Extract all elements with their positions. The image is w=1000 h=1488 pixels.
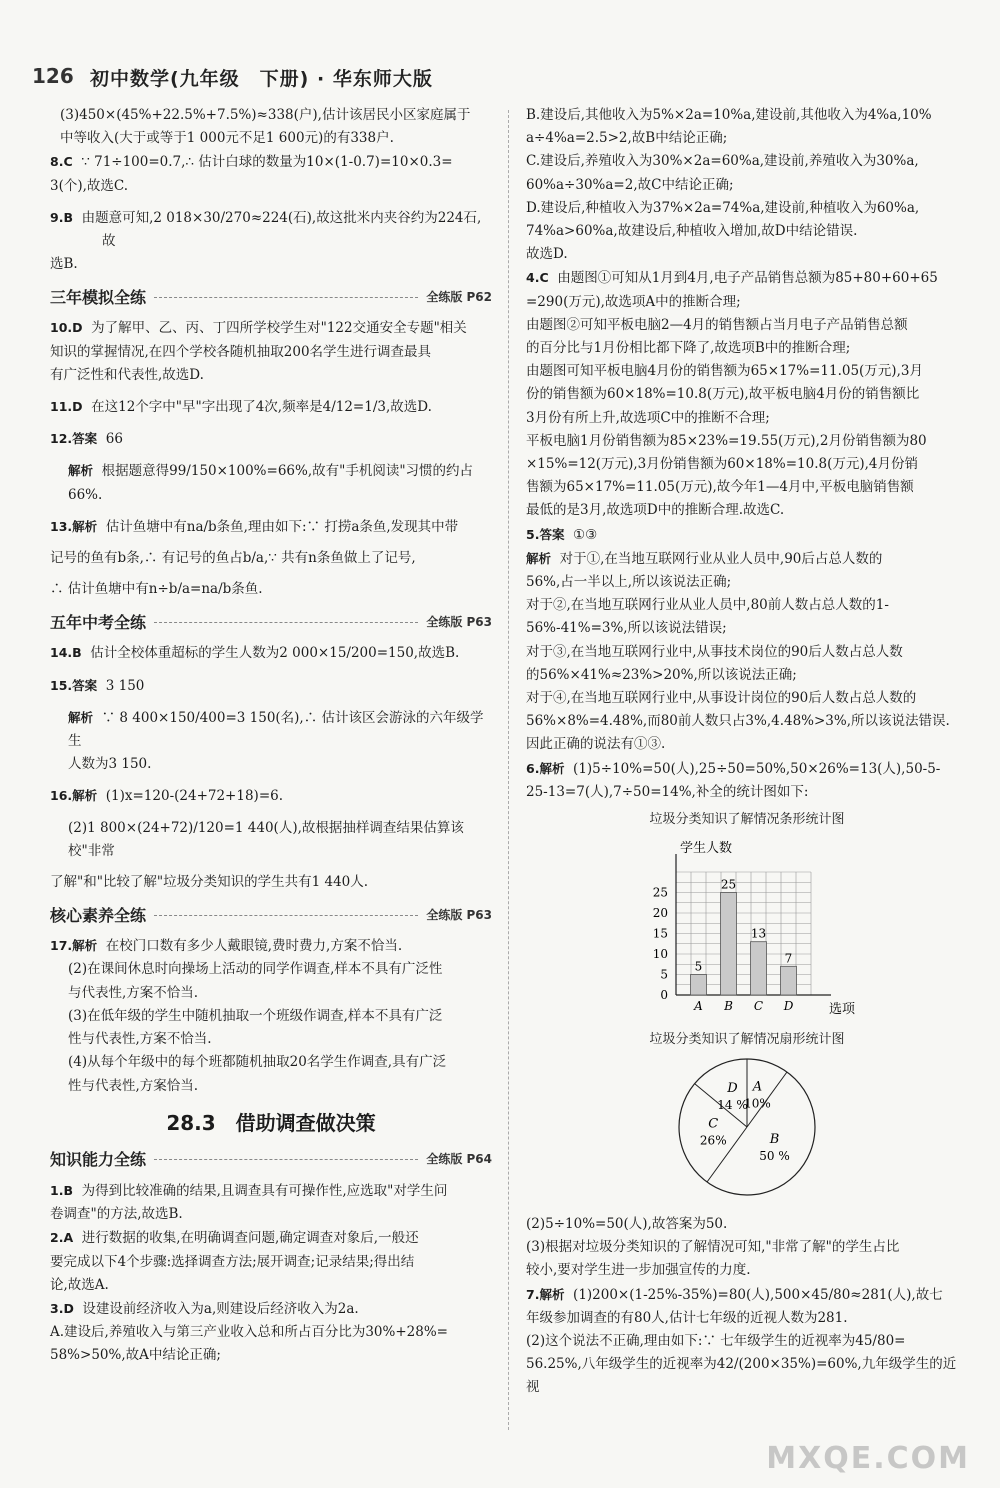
x-tick-label: C xyxy=(753,999,764,1014)
text-line: 与代表性,方案不恰当. xyxy=(68,984,199,1001)
text-line: 为得到比较准确的结果,且调查具有可操作性,应选取"对学生问 xyxy=(81,1182,448,1199)
text-line: 3(个),故选C. xyxy=(50,177,129,194)
text-line: 年级参加调查的有80人,估计七年级的近视人数为281. xyxy=(526,1309,848,1326)
item-label: 解析 xyxy=(526,550,552,566)
data-label: 7 xyxy=(784,951,793,966)
section-header xyxy=(50,609,492,635)
column-divider xyxy=(508,110,510,1430)
section-title: 五年中考全练 xyxy=(50,612,147,632)
item-label: 15.答案 xyxy=(50,677,98,693)
text-line: D.建设后,种植收入为37%×2a=74%a,建设前,种植收入为60%a, xyxy=(526,199,920,216)
answer-item-9 xyxy=(50,206,492,253)
section-title: 核心素养全练 xyxy=(50,905,147,925)
book-title: 初中数学(九年级 下册) · 华东师大版 xyxy=(90,68,433,90)
section-heading-28-3: 28.3 借助调查做决策 xyxy=(166,1110,376,1135)
answer-item-16 xyxy=(50,784,492,808)
right-column xyxy=(526,104,968,1400)
answer-item-10 xyxy=(50,316,492,340)
section-header xyxy=(50,902,492,928)
text-line: ∴ 估计鱼塘中有n÷b/a=na/b条鱼. xyxy=(50,581,263,598)
y-tick-label: 5 xyxy=(660,967,668,982)
text-line: 对于③,在当地互联网行业中,从事技术岗位的90后人数占总人数 xyxy=(526,643,903,660)
section-header xyxy=(50,284,492,310)
text-line: =290(万元),故选项A中的推断合理; xyxy=(526,293,741,310)
text-line: C.建设后,养殖收入为30%×2a=60%a,建设前,养殖收入为30%a, xyxy=(526,153,919,170)
text-line: 的56%×41%≈23%>20%,所以该说法正确; xyxy=(526,666,797,683)
text-line: 74%a>60%a,故建设后,种植收入增加,故D中结论错误. xyxy=(526,223,858,240)
answer-item-17 xyxy=(50,934,492,958)
y-tick-label: 25 xyxy=(652,885,668,900)
text-line: 较小,要对学生进一步加强宣传的力度. xyxy=(526,1262,751,1279)
x-tick-label: A xyxy=(694,999,703,1014)
section-ref: 全练版 P63 xyxy=(426,614,492,629)
text-line: (2)5÷10%=50(人),故答案为50. xyxy=(526,1215,728,1232)
data-label: 5 xyxy=(694,959,703,974)
text-line: 在校门口数有多少人戴眼镜,费时费力,方案不恰当. xyxy=(105,938,403,955)
answer-item-7 xyxy=(526,1283,968,1307)
text-line: 由题图可知平板电脑4月份的销售额为65×17%=11.05(万元),3月 xyxy=(526,363,923,380)
pie-slice-A: A xyxy=(752,1079,763,1095)
page-header xyxy=(0,0,1000,100)
text-line: B.建设后,其他收入为5%×2a=10%a,建设前,其他收入为4%a,10% xyxy=(526,107,932,123)
item-label: 6.解析 xyxy=(526,760,565,776)
answer-item-12 xyxy=(50,427,492,451)
text-line: 故选D. xyxy=(526,246,568,263)
text-line: A.建设后,养殖收入与第三产业收入总和所占百分比为30%+28%= xyxy=(50,1324,448,1341)
page-number: 126 xyxy=(32,64,74,88)
y-tick-label: 20 xyxy=(652,906,668,921)
text-line: 知识的掌握情况,在四个学校各随机抽取200名学生进行调查最具 xyxy=(50,343,432,360)
item-label: 8.C xyxy=(50,154,73,170)
item-label: 13.解析 xyxy=(50,518,98,534)
x-tick-label: B xyxy=(724,999,733,1014)
bar-D xyxy=(781,967,797,996)
item-label: 4.C xyxy=(526,270,549,286)
pie-value-label: 26% xyxy=(699,1132,727,1147)
answer-item-11 xyxy=(50,395,492,419)
text-line: ∵ 71÷100=0.7,∴ 估计白球的数量为10×(1-0.7)=10×0.3= xyxy=(81,154,453,171)
pie-chart-title: 垃圾分类知识了解情况扇形统计图 xyxy=(649,1031,845,1047)
answer-item-8 xyxy=(50,150,492,174)
text-line: 56%×8%=4.48%,而80前人数只占3%,4.48%>3%,所以该说法错误. xyxy=(526,713,950,730)
text-line: 有广泛性和代表性,故选D. xyxy=(50,366,204,383)
item-label: 10.D xyxy=(50,320,83,336)
answer-item-15 xyxy=(50,674,492,698)
pie-slice-D: D xyxy=(727,1080,738,1096)
section-header xyxy=(50,1147,492,1173)
item-label: 9.B xyxy=(50,209,73,225)
answer-item-13 xyxy=(50,515,492,539)
section-ref: 全练版 P63 xyxy=(426,907,492,922)
text-line: 性与代表性,方案不恰当. xyxy=(68,1031,212,1048)
item-label: 5.答案 xyxy=(526,526,565,542)
text-line: 58%>50%,故A中结论正确; xyxy=(50,1347,221,1364)
y-tick-label: 10 xyxy=(652,947,668,962)
y-axis-label: 学生人数 xyxy=(680,841,733,857)
answer-item-k3 xyxy=(50,1297,492,1321)
left-column xyxy=(50,104,492,1368)
text-line: 了解"和"比较了解"垃圾分类知识的学生共有1 440人. xyxy=(50,874,369,891)
text-line: 记号的鱼有b条,∴ 有记号的鱼占b/a,∵ 共有n条鱼做上了记号, xyxy=(50,550,416,567)
text-line: 售额为65×17%=11.05(万元),故今年1—4月中,平板电脑销售额 xyxy=(526,479,914,496)
text-line: 根据题意得99/150×100%=66%,故有"手机阅读"习惯的约占66%. xyxy=(68,463,474,503)
text-line: 由题图②可知平板电脑2—4月的销售额占当月电子产品销售总额 xyxy=(526,316,908,333)
bar-C xyxy=(751,942,767,995)
text-line: 为了解甲、乙、丙、丁四所学校学生对"122交通安全专题"相关 xyxy=(91,320,467,337)
pie-value-label: 10% xyxy=(744,1096,771,1111)
item-label: 2.A xyxy=(50,1230,74,1246)
item-label: 14.B xyxy=(50,645,82,661)
text-line: 56.25%,八年级学生的近视率为42/(200×35%)=60%,九年级学生的近视 xyxy=(526,1356,957,1396)
item-label: 解析 xyxy=(68,709,94,725)
text-line: 由题意可知,2 018×30/270≈224(石),故这批米内夹谷约为224石,故 xyxy=(81,209,482,250)
analysis-5 xyxy=(526,547,968,571)
text-line: ×15%=12(万元),3月份销售额为60×18%=10.8(万元),4月份销 xyxy=(526,456,919,473)
bar-chart xyxy=(526,835,968,1015)
text-line: 设建设前经济收入为a,则建设后经济收入为2a. xyxy=(82,1300,359,1317)
item-label: 解析 xyxy=(68,463,94,479)
text-line: 的百分比与1月份相比都下降了,故选项B中的推断合理; xyxy=(526,340,851,357)
pie-value-label: 50 % xyxy=(759,1148,790,1163)
answer-value: ①③ xyxy=(573,526,598,543)
analysis-15 xyxy=(50,706,492,753)
text-line: (4)从每个年级中的每个班都随机抽取20名学生作调查,具有广泛 xyxy=(68,1054,447,1071)
item-label: 11.D xyxy=(50,399,83,415)
text-line: (3)根据对垃圾分类知识的了解情况可知,"非常了解"的学生占比 xyxy=(526,1239,900,1256)
section-title: 三年模拟全练 xyxy=(50,287,147,307)
text-line: 要完成以下4个步骤:选择调查方法;展开调查;记录结果;得出结 xyxy=(50,1253,415,1270)
answer-item-14 xyxy=(50,641,492,665)
watermark: MXQE.COM xyxy=(766,1441,970,1476)
y-tick-label: 0 xyxy=(660,988,668,1003)
answer-item-k1 xyxy=(50,1179,492,1203)
pie-chart xyxy=(526,1055,968,1205)
answer-value: 3 150 xyxy=(105,677,145,694)
text-line: 估计鱼塘中有na/b条鱼,理由如下:∵ 打捞a条鱼,发现其中带 xyxy=(105,518,459,535)
text-line: 中等收入(大于或等于1 000元不足1 600元)的有338户. xyxy=(60,130,394,147)
text-line: 因此正确的说法有①③. xyxy=(526,736,666,753)
text-line: 由题图①可知从1月到4月,电子产品销售总额为85+80+60+65 xyxy=(557,270,938,287)
item-label: 7.解析 xyxy=(526,1286,565,1302)
section-title: 知识能力全练 xyxy=(50,1150,147,1170)
item-label: 1.B xyxy=(50,1182,73,1198)
item-label: 16.解析 xyxy=(50,788,98,804)
y-tick-label: 15 xyxy=(652,926,668,941)
item-label: 3.D xyxy=(50,1300,74,1316)
section-ref: 全练版 P64 xyxy=(426,1152,492,1167)
section-ref: 全练版 P62 xyxy=(426,289,492,304)
text-line: ∵ 8 400×150/400=3 150(名),∴ 估计该区会游泳的六年级学生 xyxy=(68,709,484,750)
answer-item-5 xyxy=(526,523,968,547)
data-label: 13 xyxy=(750,926,767,941)
text-line: 56%-41%=3%,所以该说法错误; xyxy=(526,620,727,637)
text-line: a÷4%a=2.5>2,故B中结论正确; xyxy=(526,130,728,147)
bar-chart-title: 垃圾分类知识了解情况条形统计图 xyxy=(649,812,845,828)
text-line: 论,故选A. xyxy=(50,1276,109,1293)
text-line: 进行数据的收集,在明确调查问题,确定调查对象后,一般还 xyxy=(81,1230,419,1247)
text-line: (1)5÷10%=50(人),25÷50=50%,50×26%=13(人),50-5- xyxy=(573,760,941,777)
text-line: 性与代表性,方案恰当. xyxy=(68,1077,199,1094)
text-line: (2)在课间休息时向操场上活动的同学作调查,样本不具有广泛性 xyxy=(68,961,443,978)
text-line: 份的销售额为60×18%=10.8(万元),故平板电脑4月份的销售额比 xyxy=(526,386,920,403)
text-line: 56%,占一半以上,所以该说法正确; xyxy=(526,574,732,591)
answer-item-6 xyxy=(526,757,968,781)
answer-item-4 xyxy=(526,266,968,290)
text-line: 在这12个字中"早"字出现了4次,频率是4/12=1/3,故选D. xyxy=(91,399,432,416)
bar-B xyxy=(721,893,737,996)
text-line: 对于②,在当地互联网行业从业人员中,80前人数占总人数的1- xyxy=(526,597,889,614)
text-line: 60%a÷30%a=2,故C中结论正确; xyxy=(526,176,734,193)
text-line: 对于④,在当地互联网行业中,从事设计岗位的90后人数占总人数的 xyxy=(526,690,917,707)
data-label: 25 xyxy=(720,877,737,892)
item-label: 12.答案 xyxy=(50,431,98,447)
text-line: 最低的是3月,故选项D中的推断合理.故选C. xyxy=(526,502,785,519)
pie-slice-B: B xyxy=(769,1131,780,1147)
text-line: 选B. xyxy=(50,256,78,273)
text-line: (2)1 800×(24+72)/120=1 440(人),故根据抽样调查结果估算该校"非常 xyxy=(68,819,464,859)
text-line: 卷调查"的方法,故选B. xyxy=(50,1206,183,1223)
bar-A xyxy=(691,975,707,996)
text-line: (3)在低年级的学生中随机抽取一个班级作调查,样本不具有广泛 xyxy=(68,1007,443,1024)
item-label: 17.解析 xyxy=(50,938,98,954)
text-line: 估计全校体重超标的学生人数为2 000×15/200=150,故选B. xyxy=(90,645,460,662)
pie-slice-C: C xyxy=(708,1115,719,1131)
analysis-12 xyxy=(50,459,492,506)
answer-value: 66 xyxy=(105,431,123,448)
x-tick-label: D xyxy=(783,999,794,1014)
text-line: (1)x=120-(24+72+18)=6. xyxy=(105,788,284,805)
text-line: (1)200×(1-25%-35%)=80(人),500×45/80≈281(人),故七 xyxy=(573,1286,943,1303)
pie-value-label: 14 % xyxy=(717,1097,748,1112)
text-line: (2)这个说法不正确,理由如下:∵ 七年级学生的近视率为45/80= xyxy=(526,1332,906,1349)
text-line: 对于①,在当地互联网行业从业人员中,90后占总人数的 xyxy=(559,550,883,567)
text-line: 25-13=7(人),7÷50=14%,补全的统计图如下: xyxy=(526,783,809,800)
text-line: 人数为3 150. xyxy=(68,756,152,773)
text-line: 平板电脑1月份销售额为85×23%=19.55(万元),2月份销售额为80 xyxy=(526,432,927,449)
x-axis-label: 选项 xyxy=(829,1002,856,1016)
text-line: 3月份有所上升,故选项C中的推断不合理; xyxy=(526,409,770,426)
text-line: (3)450×(45%+22.5%+7.5%)≈338(户),估计该居民小区家庭属于 xyxy=(60,107,471,123)
answer-item-k2 xyxy=(50,1226,492,1250)
